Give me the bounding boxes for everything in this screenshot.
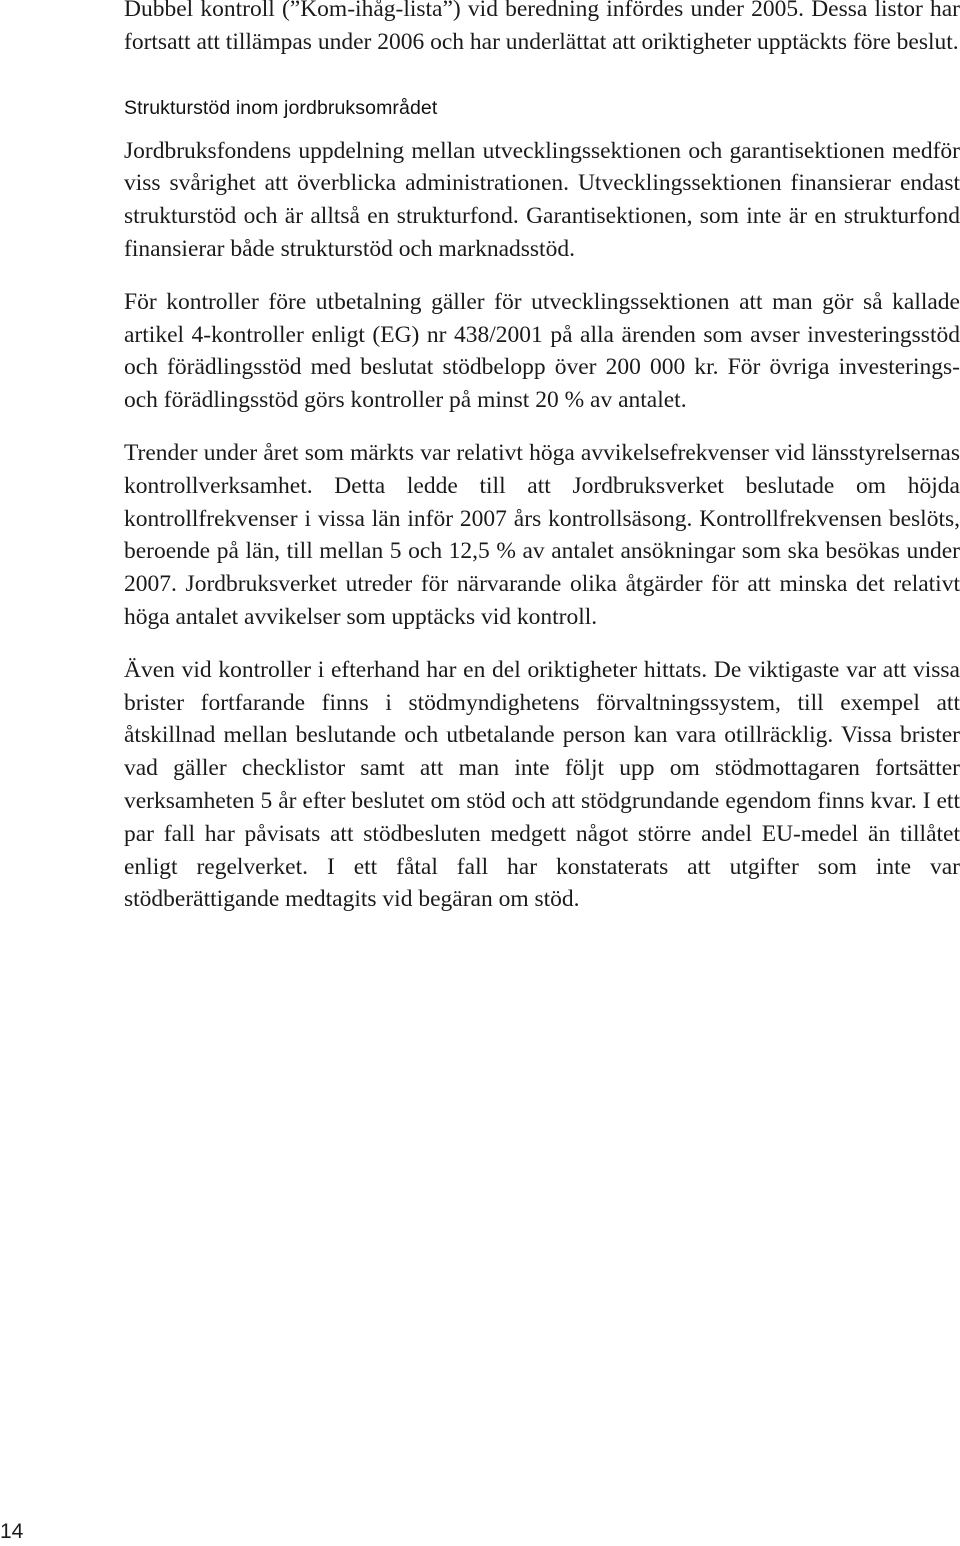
- paragraph-trends: Trender under året som märkts var relativt höga avvikelsefrekvenser vid länsstyrelsernas kontrollverksamhet. Detta ledde till att Jordbruksverket beslutade om höjda kontrollfrekvenser i vissa län inför 2007 års kontrollsäsong. Kontrollfrekvensen beslöts, beroende på län, till mellan 5 och 12,5 % av antalet ansökningar som ska besökas under 2007. Jordbruksverket utreder för närvarande olika åtgärder för att minska det relativt höga antalet avvikelser som upptäcks vid kontroll.: [124, 439, 960, 630]
- page-content: [124, 0, 960, 916]
- paragraph-ex-post-controls: Även vid kontroller i efterhand har en del oriktigheter hittats. De viktigaste var att vissa brister fortfarande finns i stödmyndighetens förvaltningssystem, till exempel att åtskillnad mellan beslutande och utbetalande person kan vara otillräcklig. Vissa brister vad gäller checklistor samt att man inte följt upp om stödmottagaren fortsätter verksamheten 5 år efter beslutet om stöd och att stödgrundande egendom finns kvar. I ett par fall har påvisats att stödbesluten medgett något större andel EU-medel än tillåtet enligt regelverket. I ett fåtal fall har konstaterats att utgifter som inte var stödberättigande medtagits vid begäran om stöd.: [124, 656, 960, 913]
- section-heading: Strukturstöd inom jordbruksområdet: [124, 96, 438, 119]
- intro-paragraph: Dubbel kontroll (”Kom-ihåg-lista”) vid beredning infördes under 2005. Dessa listor har fortsatt att tillämpas under 2006 och har underlättat att oriktigheter upptäckts före beslut.: [124, 0, 960, 55]
- paragraph-fund-division: Jordbruksfondens uppdelning mellan utvecklingssektionen och garantisektionen medför viss svårighet att överblicka administrationen. Utvecklingssektionen finansierar endast strukturstöd och är alltså en strukturfond. Garantisektionen, som inte är en strukturfond finansierar både strukturstöd och marknadsstöd.: [124, 137, 960, 262]
- page-number: 14: [0, 1520, 24, 1543]
- paragraph-pre-payment-controls: För kontroller före utbetalning gäller för utvecklingssektionen att man gör så kallade artikel 4-kontroller enligt (EG) nr 438/2001 på alla ärenden som avser investeringsstöd och förädlingsstöd med beslutat stödbelopp över 200 000 kr. För övriga investerings- och förädlingsstöd görs kontroller på minst 20 % av antalet.: [124, 288, 960, 414]
